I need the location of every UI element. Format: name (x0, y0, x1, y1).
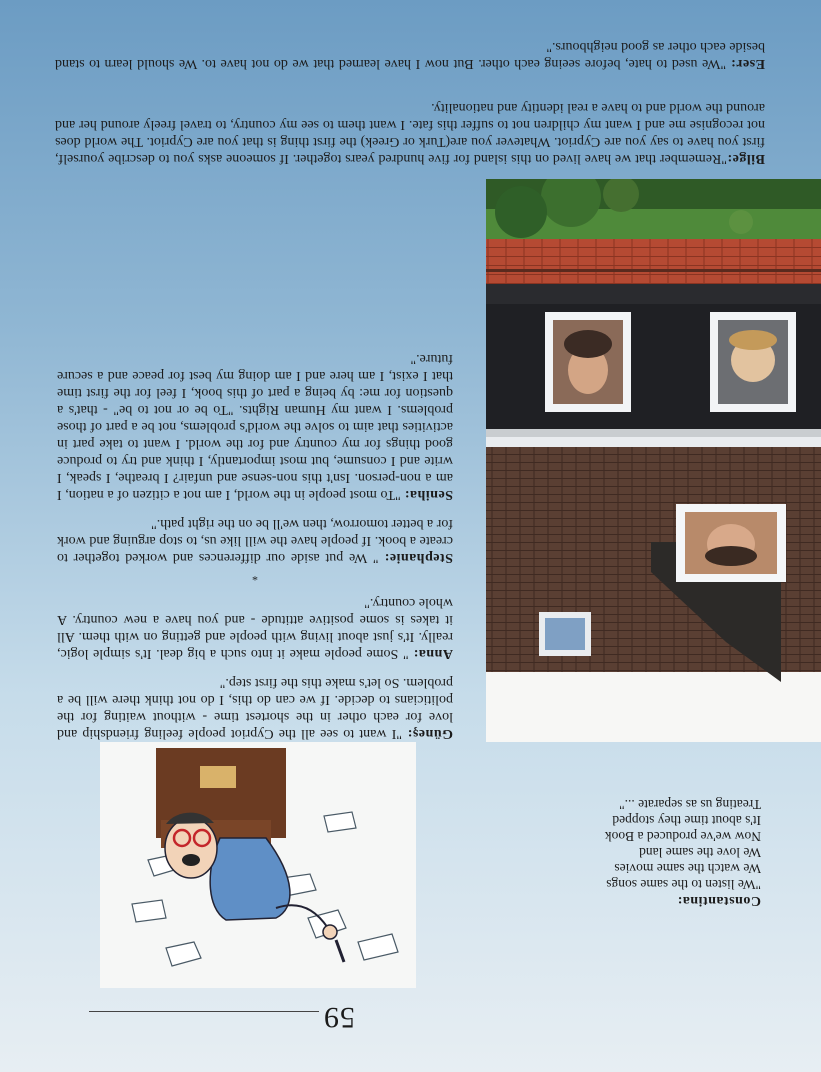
house-photo-drawing (486, 179, 821, 742)
separator-star: * (252, 570, 258, 584)
poem-line: "We listen to the same songs (606, 877, 761, 892)
cartoon-figure-drawing (100, 742, 416, 988)
poem-line: We watch the same movies (614, 861, 761, 876)
speaker-name: Güneş: (407, 726, 453, 741)
quote-text: "We used to hate, before seeing each other. But now I have learned that we do not have to. We should learn to stand beside each other as good neighbours." (55, 39, 765, 71)
poem-line: It's about time they stopped (612, 813, 761, 828)
bilge-quote (55, 99, 765, 167)
eser-quote (55, 38, 765, 72)
gunes-quote (57, 674, 453, 742)
speaker-name: Anna: (413, 646, 453, 661)
quote-text: "I want to see all the Cypriot people feeling friendship and love for each other in the shortest time - without waiting for the politicians to decide. If we can do this, I do not think there will be a problem. So let's make this the first step." (57, 675, 453, 741)
speaker-name: Eser: (730, 56, 765, 71)
quote-text: " We put aside our differences and worked together to create a book. If people have the will like us, to stop arguing and work for a better tomorrow, then we'll be on the right path." (57, 516, 453, 565)
quote-text: " Some people make it into such a big deal. It's simple logic, really. It's just about living with people and getting on with them. All it takes is some positive attitude - and you have a new country. A whole country." (57, 595, 453, 661)
speaker-name: Stephanie: (384, 550, 453, 565)
page-number: 59 (323, 1001, 355, 1034)
cartoon-illustration (100, 742, 416, 988)
speaker-name: Constantina: (677, 893, 761, 908)
stephanie-quote (57, 515, 453, 566)
seniha-quote (57, 350, 453, 503)
anna-quote (57, 594, 453, 662)
speaker-name: Bilge: (727, 151, 765, 166)
poem-line: We love the same land (639, 845, 761, 860)
quotes-column (57, 338, 453, 742)
poem-line: Now we've produced a Book (604, 829, 761, 844)
quote-text: "Remember that we have lived on this island for five hundred years together. If someone asks you to describe yourself, first you have to say you are Cypriot. Whatever you are(Turk or Greek) the first thing is that you are Cypriot. The world does not recognise me and I want my children not to suffer this fate. I want them to see my country, to travel freely around her and around the world and to have a real identity and nationality. (55, 100, 765, 166)
poem-line: Treating us as separate ..." (619, 797, 761, 812)
page-number-rule (89, 1011, 319, 1012)
quote-text: "To most people in the world, I am not a citizen of a nation, I am a non-person. Isn't this non-sense and unfair? I breathe, I speak, I write and I consume, but most importantly, I think and try to produce good things for my country and for the world. I want to take part in activities that aim to solve the world's problems, not be a part of those problems. I want my Human Rights. "To be or not to be" - that's a question for me: by being a part of this book, I feel for the first time that I exist, I am here and I am doing my best for peace and a secure future." (57, 351, 453, 502)
speaker-name: Seniha: (404, 487, 453, 502)
house-photo (486, 179, 821, 742)
constantina-quote (501, 796, 761, 909)
